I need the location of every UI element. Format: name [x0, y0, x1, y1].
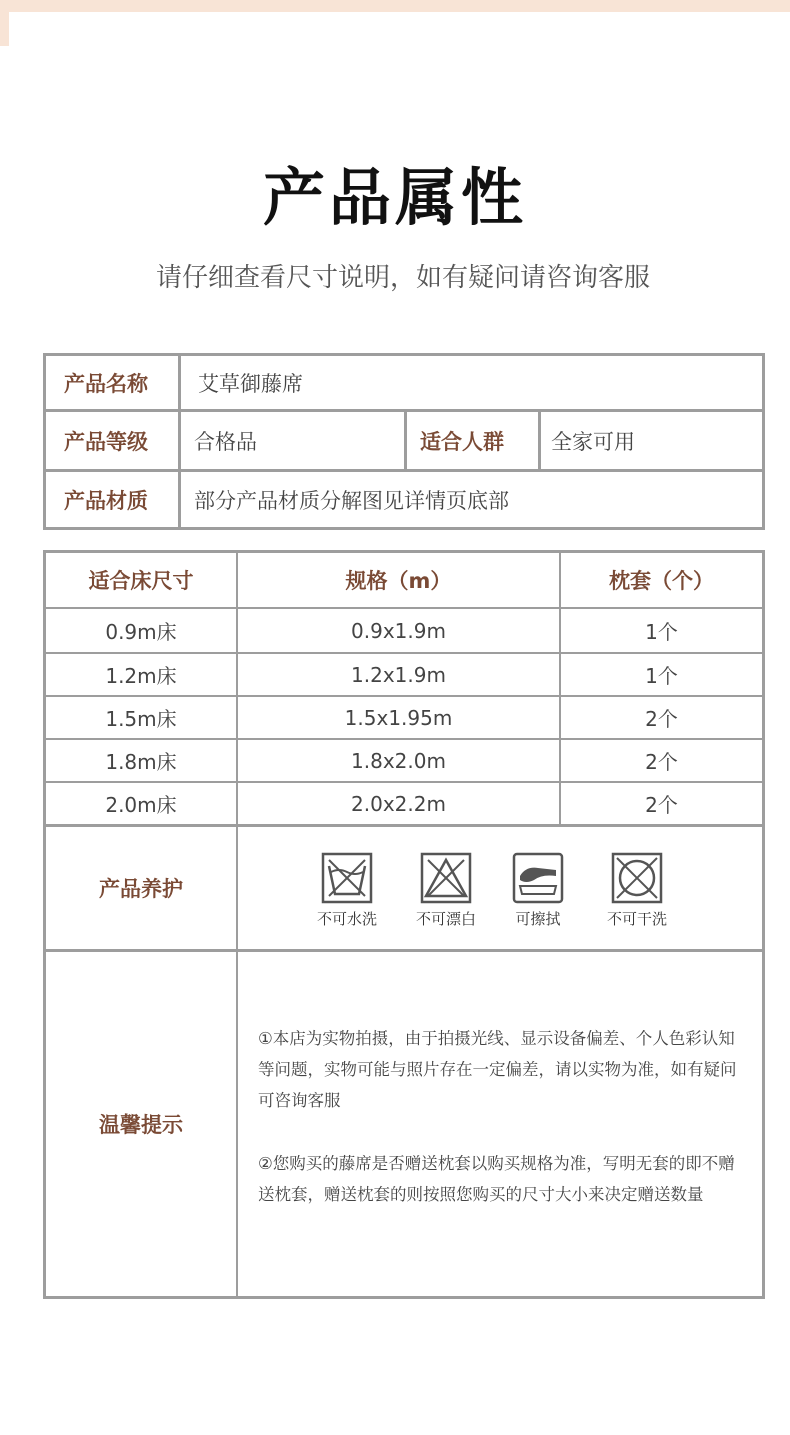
product-material-value: 部分产品材质分解图见详情页底部 [194, 488, 509, 513]
row2-bed: 1.2m床 [105, 664, 177, 688]
product-material-label: 产品材质 [64, 488, 148, 513]
row5-pillow: 2个 [645, 793, 678, 817]
row5-spec: 2.0x2.2m [351, 791, 446, 816]
row2-pillow: 1个 [645, 664, 678, 688]
care-no-wash [307, 852, 387, 929]
row4-pillow: 2个 [645, 750, 678, 774]
row1-pillow: 1个 [645, 620, 678, 644]
row3-bed: 1.5m床 [105, 707, 177, 731]
tip-note-1: ①本店为实物拍摄，由于拍摄光线、显示设备偏差、个人色彩认知等问题，实物可能与照片存在一定偏差，请以实物为准，如有疑问可咨询客服 [258, 1029, 737, 1110]
care-no-dry-clean [597, 852, 677, 929]
care-no-dry-clean-label: 不可干洗 [606, 910, 667, 928]
wipe-icon [512, 852, 564, 904]
tips-notes [258, 1023, 748, 1242]
care-wipe [498, 852, 578, 929]
row4-bed: 1.8m床 [105, 750, 177, 774]
tip-note-2: ②您购买的藤席是否赠送枕套以购买规格为准，写明无套的即不赠送枕套，赠送枕套的则按照您购买的尺寸大小来决定赠送数量 [258, 1154, 735, 1204]
product-name-label: 产品名称 [64, 371, 148, 396]
row1-spec: 0.9x1.9m [351, 618, 446, 643]
care-label: 产品养护 [99, 877, 183, 901]
attributes-table [43, 353, 765, 530]
product-name-value: 艾草御藤席 [198, 371, 303, 396]
header-pillowcase: 枕套（个） [609, 569, 714, 593]
page-subtitle: 请仔细查看尺寸说明，如有疑问请咨询客服 [155, 263, 650, 293]
no-bleach-icon [420, 852, 472, 904]
header-bed-size: 适合床尺寸 [88, 569, 194, 593]
care-no-wash-label: 不可水洗 [316, 910, 377, 928]
header-spec: 规格（m） [345, 569, 452, 593]
tips-label: 温馨提示 [99, 1113, 183, 1137]
no-dry-clean-icon [611, 852, 663, 904]
row3-spec: 1.5x1.95m [344, 705, 453, 730]
row1-bed: 0.9m床 [105, 620, 177, 644]
row4-spec: 1.8x2.0m [351, 748, 446, 773]
care-no-bleach [406, 852, 486, 929]
care-no-bleach-label: 不可漂白 [415, 910, 476, 928]
top-decoration-band [0, 0, 790, 12]
row2-spec: 1.2x1.9m [351, 662, 446, 687]
no-wash-icon [321, 852, 373, 904]
suitable-audience-value: 全家可用 [551, 429, 635, 454]
product-grade-label: 产品等级 [64, 429, 148, 454]
product-grade-value: 合格品 [194, 429, 257, 454]
care-wipe-label: 可擦拭 [515, 910, 561, 928]
page-title: 产品属性 [262, 161, 527, 234]
suitable-audience-label: 适合人群 [420, 429, 504, 454]
row3-pillow: 2个 [645, 707, 678, 731]
top-decoration-corner [0, 12, 9, 46]
row5-bed: 2.0m床 [105, 793, 177, 817]
